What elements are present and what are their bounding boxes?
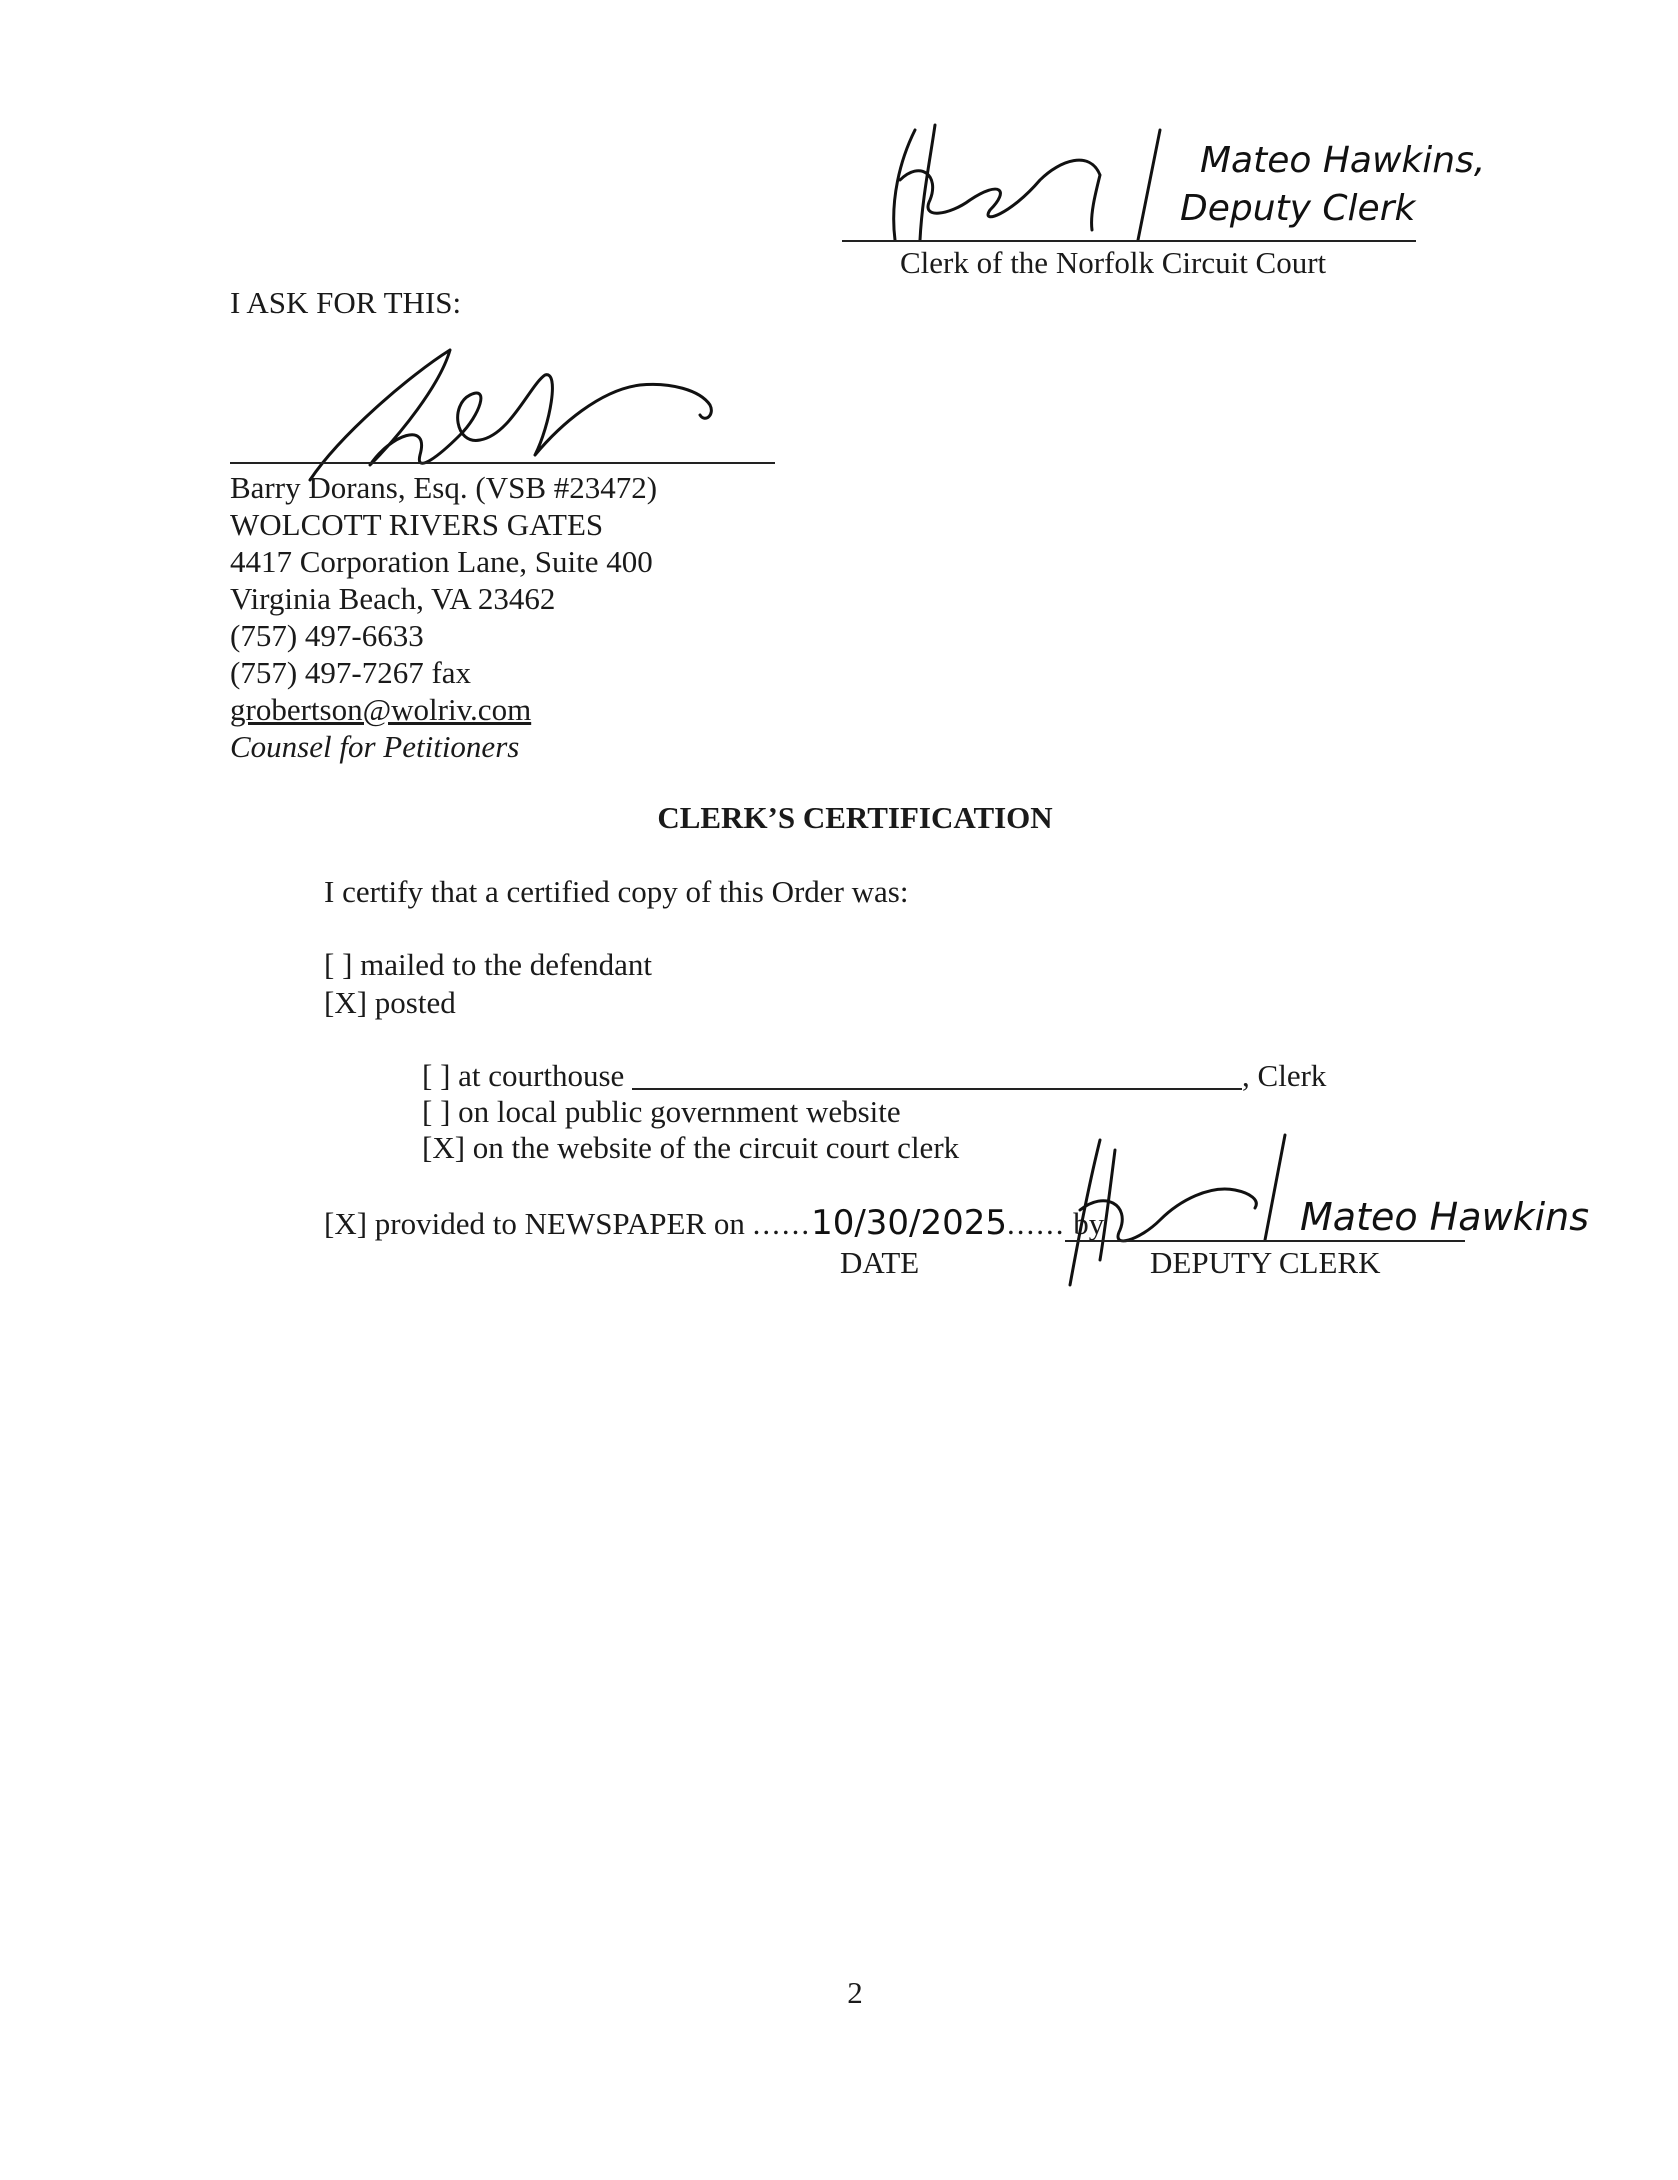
clerk-handwritten-title: Deputy Clerk (1180, 188, 1416, 229)
counsel-address-line-1: 4417 Corporation Lane, Suite 400 (230, 544, 653, 579)
counsel-email-link[interactable]: grobertson@wolriv.com (230, 692, 532, 727)
clerk-website-checkbox[interactable]: [X] (422, 1130, 466, 1165)
counsel-firm: WOLCOTT RIVERS GATES (230, 507, 604, 542)
deputy-clerk-caption: DEPUTY CLERK (1150, 1245, 1381, 1280)
certification-intro: I certify that a certified copy of this Order was: (324, 874, 909, 909)
clerk-website-option[interactable] (422, 1130, 959, 1166)
posted-label: posted (374, 985, 456, 1020)
page-number: 2 (847, 1975, 863, 2010)
newspaper-option[interactable] (324, 1205, 1104, 1242)
newspaper-label: provided to NEWSPAPER on (374, 1206, 745, 1241)
mailed-option[interactable] (324, 947, 652, 983)
deputy-clerk-handwritten-name: Mateo Hawkins (1300, 1195, 1590, 1239)
posted-option[interactable] (324, 985, 456, 1021)
deputy-clerk-signature-line (1065, 1240, 1465, 1242)
clerk-signature-scribble (860, 120, 1190, 250)
by-label: by (1073, 1206, 1105, 1241)
date-leader-right: ...... (1007, 1206, 1066, 1241)
clerk-handwritten-name: Mateo Hawkins, (1200, 140, 1486, 181)
courthouse-label: at courthouse (458, 1058, 625, 1093)
counsel-fax: (757) 497-7267 fax (230, 655, 472, 690)
clerk-signature-caption: Clerk of the Norfolk Circuit Court (900, 245, 1327, 280)
counsel-role: Counsel for Petitioners (230, 729, 520, 764)
posted-checkbox[interactable]: [X] (324, 985, 368, 1020)
mailed-label: mailed to the defendant (360, 947, 652, 982)
date-leader-left: ...... (752, 1206, 812, 1241)
clerk-signature-line (842, 240, 1416, 242)
newspaper-checkbox[interactable]: [X] (324, 1206, 368, 1241)
date-caption: DATE (840, 1245, 920, 1280)
counsel-phone: (757) 497-6633 (230, 618, 424, 653)
courthouse-clerk-blank[interactable] (632, 1060, 1242, 1090)
clerk-website-label: on the website of the circuit court clerk (472, 1130, 960, 1165)
mailed-checkbox[interactable]: [ ] (324, 947, 353, 982)
counsel-signature-line (230, 462, 775, 464)
courthouse-clerk-suffix: , Clerk (1242, 1058, 1327, 1093)
courthouse-option[interactable] (422, 1058, 1326, 1094)
local-website-option[interactable] (422, 1094, 901, 1130)
certification-heading: CLERK’S CERTIFICATION (657, 800, 1053, 835)
local-website-label: on local public government website (458, 1094, 901, 1129)
counsel-signature-scribble (280, 345, 720, 485)
newspaper-date-value[interactable]: 10/30/2025 (811, 1203, 1008, 1243)
counsel-name-line: Barry Dorans, Esq. (VSB #23472) (230, 470, 658, 505)
counsel-address-line-2: Virginia Beach, VA 23462 (230, 581, 556, 616)
local-website-checkbox[interactable]: [ ] (422, 1094, 451, 1129)
courthouse-checkbox[interactable]: [ ] (422, 1058, 451, 1093)
request-label: I ASK FOR THIS: (230, 285, 462, 320)
